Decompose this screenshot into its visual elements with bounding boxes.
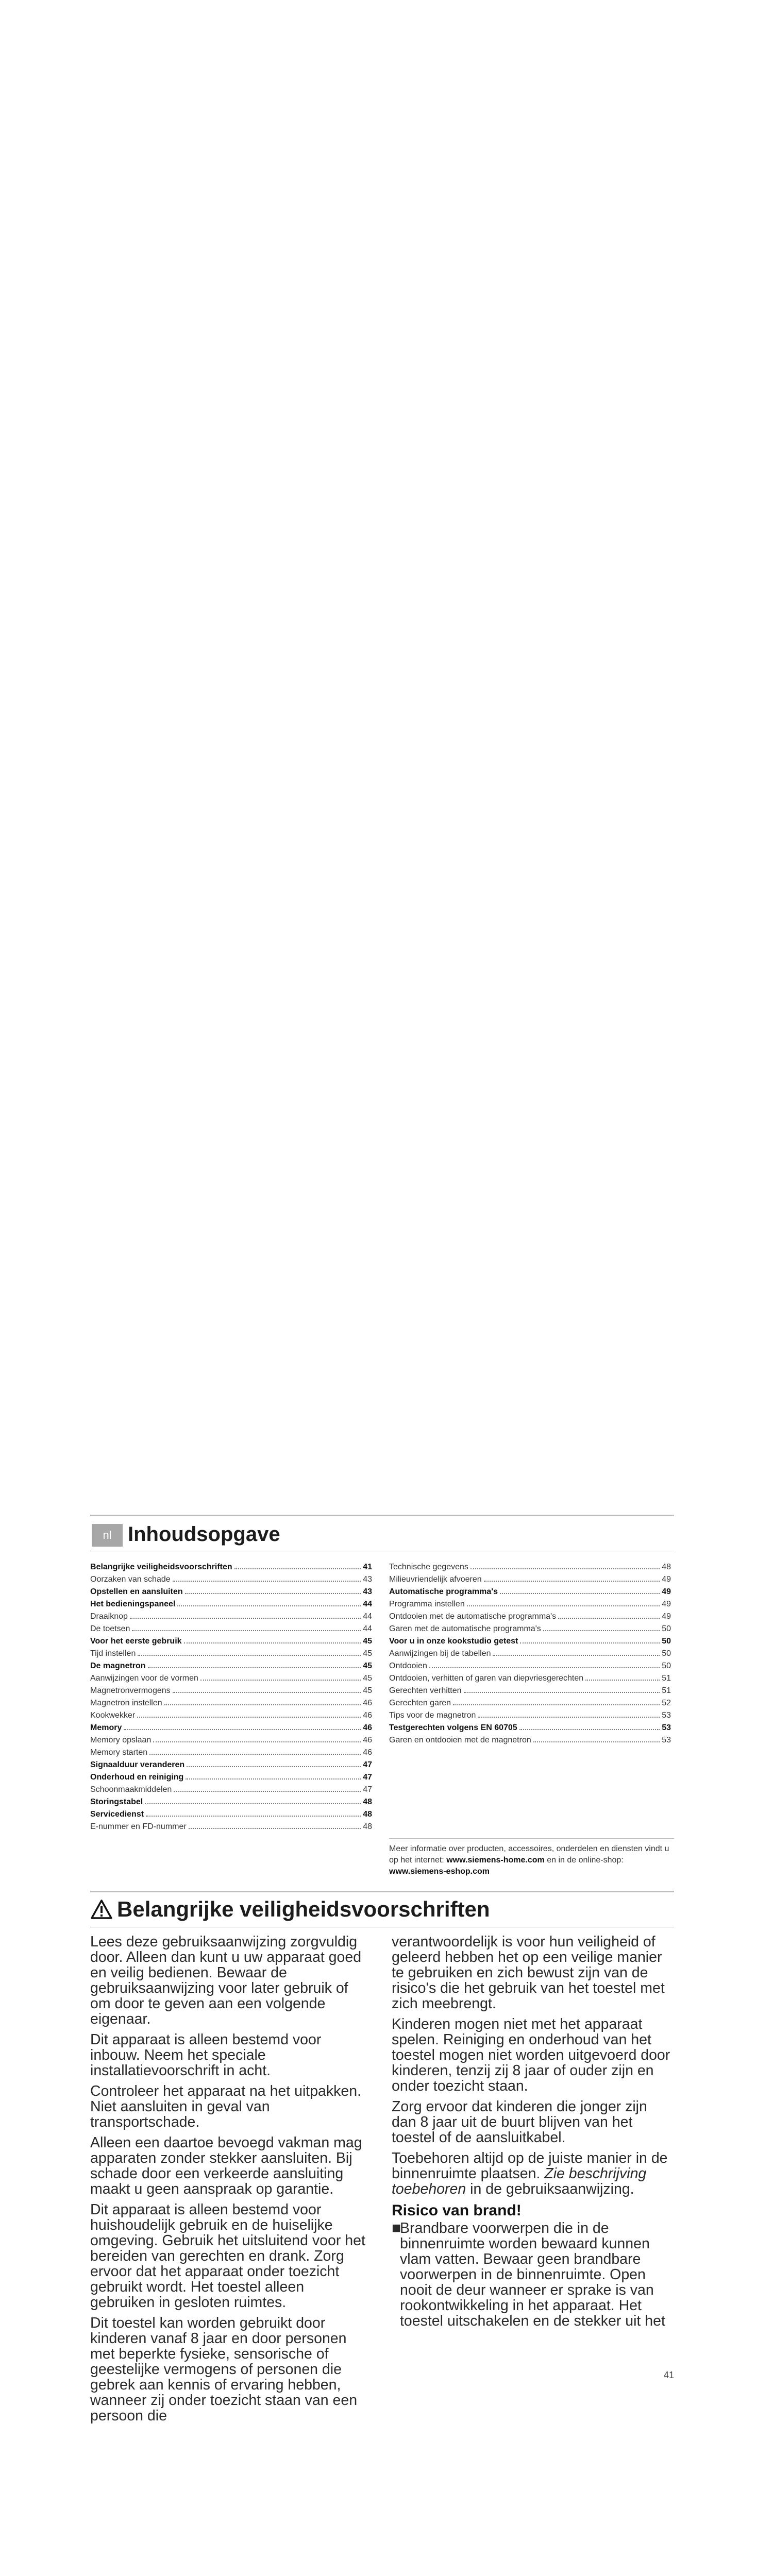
toc-entry-title: Tijd instellen <box>90 1649 136 1658</box>
toc-online-note <box>389 1843 674 1877</box>
toc-entry-title: Opstellen en aansluiten <box>90 1587 183 1596</box>
toc-entry[interactable] <box>90 1584 372 1597</box>
toc-entry-title: Testgerechten volgens EN 60705 <box>389 1723 517 1732</box>
toc-entry-page: 49 <box>662 1587 671 1596</box>
toc-entry-title: Aanwijzingen voor de vormen <box>90 1674 198 1683</box>
toc-entry[interactable] <box>90 1819 372 1832</box>
toc-entry-title: Signaalduur veranderen <box>90 1760 185 1769</box>
toc-entry-page: 51 <box>662 1686 671 1695</box>
toc-entry-title: Onderhoud en reiniging <box>90 1773 184 1782</box>
toc-entry-page: 45 <box>363 1649 372 1658</box>
toc-entry-title: Kookwekker <box>90 1711 136 1720</box>
toc-note-rule <box>389 1838 674 1839</box>
toc-leader-dots <box>493 1655 660 1656</box>
toc-leader-dots <box>185 1593 361 1594</box>
accessory-reference: Zie beschrijving toebehoren <box>392 2165 647 2197</box>
toc-leader-dots <box>429 1667 660 1668</box>
note-text-1: Meer informatie over producten, accessoires, onderdelen en diensten vindt u op het internet: <box>389 1844 669 1865</box>
toc-entry[interactable] <box>389 1683 671 1696</box>
toc-leader-dots <box>453 1704 660 1705</box>
toc-entry-page: 47 <box>363 1785 372 1794</box>
toc-entry[interactable] <box>90 1807 372 1819</box>
toc-leader-dots <box>164 1704 361 1705</box>
toc-entry-title: Aanwijzingen bij de tabellen <box>389 1649 491 1658</box>
safety-right-column <box>392 1934 674 2329</box>
toc-entry-title: Milieuvriendelijk afvoeren <box>389 1575 482 1584</box>
toc-top-rule <box>90 1515 674 1516</box>
toc-entry[interactable] <box>90 1720 372 1733</box>
toc-leader-dots <box>173 1581 361 1582</box>
toc-entry[interactable] <box>389 1634 671 1646</box>
toc-entry[interactable] <box>90 1634 372 1646</box>
toc-entry-title: Draaiknop <box>90 1612 128 1621</box>
toc-entry-page: 47 <box>363 1760 372 1769</box>
toc-entry-title: Gerechten garen <box>389 1699 451 1707</box>
toc-entry-title: Garen en ontdooien met de magnetron <box>389 1736 531 1744</box>
toc-entry-page: 50 <box>662 1662 671 1670</box>
toc-entry[interactable] <box>389 1658 671 1671</box>
toc-entry-title: Servicedienst <box>90 1810 144 1819</box>
toc-entry-title: Ontdooien met de automatische programma's <box>389 1612 557 1621</box>
toc-leader-dots <box>184 1642 361 1643</box>
toc-entry[interactable] <box>90 1733 372 1745</box>
toc-leader-dots <box>148 1667 361 1668</box>
toc-entry-title: Belangrijke veiligheidsvoorschriften <box>90 1563 232 1571</box>
toc-entry[interactable] <box>90 1782 372 1794</box>
toc-leader-dots <box>500 1593 660 1594</box>
toc-leader-dots <box>543 1630 660 1631</box>
toc-entry-page: 47 <box>363 1773 372 1782</box>
toc-entry-title: Het bedieningspaneel <box>90 1600 176 1608</box>
toc-entry-title: Technische gegevens <box>389 1563 468 1571</box>
safety-paragraph: Dit apparaat is alleen bestemd voor huishoudelijk gebruik en de huiselijke omgeving. Gebruik het uitsluitend voor het bereiden van gerechten en drank. Zorg ervoor dat het apparaat onder toezicht gebruikt wordt. Het toestel alleen gebruiken in gesloten ruimtes. <box>90 2201 365 2311</box>
toc-leader-dots <box>467 1605 660 1606</box>
toc-leader-dots <box>149 1754 361 1755</box>
toc-entry-page: 48 <box>363 1822 372 1831</box>
toc-entry[interactable] <box>90 1597 372 1609</box>
toc-entry-title: Magnetronvermogens <box>90 1686 171 1695</box>
toc-entry[interactable] <box>90 1708 372 1720</box>
toc-entry-title: Ontdooien, verhitten of garen van diepvriesgerechten <box>389 1674 584 1683</box>
toc-entry-page: 53 <box>662 1711 671 1720</box>
toc-entry-title: Gerechten verhitten <box>389 1686 462 1695</box>
toc-entry-page: 46 <box>363 1748 372 1757</box>
toc-entry-page: 43 <box>363 1587 372 1596</box>
toc-entry[interactable] <box>90 1646 372 1658</box>
toc-leader-dots <box>585 1680 660 1681</box>
toc-entry[interactable] <box>90 1671 372 1683</box>
toc-leader-dots <box>200 1680 361 1681</box>
safety-paragraph: verantwoordelijk is voor hun veiligheid of geleerd hebben het op een veilige manier te gebruiken en zich bewust zijn van de risico's die het gebruik van het toestel met zich meebrengt. <box>392 1934 665 2012</box>
toc-entry[interactable] <box>389 1572 671 1584</box>
toc-entry[interactable] <box>389 1609 671 1621</box>
toc-entry-title: Memory <box>90 1723 122 1732</box>
note-text-2: en in de online-shop: <box>544 1856 624 1865</box>
toc-entry-page: 50 <box>662 1637 671 1646</box>
toc-entry-page: 44 <box>363 1600 372 1608</box>
safety-paragraph: Dit apparaat is alleen bestemd voor inbouw. Neem het speciale installatievoorschrift in acht. <box>90 2031 322 2079</box>
toc-entry[interactable] <box>389 1621 671 1634</box>
toc-entry-title: Memory starten <box>90 1748 148 1757</box>
toc-leader-dots <box>186 1778 361 1780</box>
toc-left-column <box>90 1560 372 1832</box>
toc-leader-dots <box>146 1816 361 1817</box>
language-badge: nl <box>92 1524 123 1547</box>
toc-entry-page: 53 <box>662 1723 671 1732</box>
toc-entry-title: De magnetron <box>90 1662 146 1670</box>
toc-entry-page: 46 <box>363 1736 372 1744</box>
toc-entry-page: 49 <box>662 1600 671 1608</box>
toc-entry[interactable] <box>389 1720 671 1733</box>
toc-entry[interactable] <box>389 1696 671 1708</box>
toc-entry[interactable] <box>90 1745 372 1757</box>
home-website-link[interactable]: www.siemens-home.com <box>446 1856 545 1865</box>
toc-entry-title: Voor het eerste gebruik <box>90 1637 182 1646</box>
toc-leader-dots <box>173 1692 361 1693</box>
toc-entry-title: E-nummer en FD-nummer <box>90 1822 187 1831</box>
toc-entry-page: 44 <box>363 1612 372 1621</box>
toc-entry-page: 49 <box>662 1575 671 1584</box>
toc-entry[interactable] <box>90 1794 372 1807</box>
toc-leader-dots <box>519 1729 660 1730</box>
fire-risk-heading: Risico van brand! <box>392 2202 522 2219</box>
toc-entry-page: 48 <box>363 1810 372 1819</box>
toc-entry[interactable] <box>90 1560 372 1572</box>
toc-entry-page: 45 <box>363 1662 372 1670</box>
toc-entry[interactable] <box>389 1560 671 1572</box>
safety-paragraph: Dit toestel kan worden gebruikt door kinderen vanaf 8 jaar en door personen met beperkte fysieke, sensorische of geestelijke vermogens of personen die gebrek aan kennis of ervaring hebben, wanneer zij onder toezicht staan van een persoon die <box>90 2315 358 2424</box>
toc-entry-page: 48 <box>363 1798 372 1806</box>
accessory-paragraph: Toebehoren altijd op de juiste manier in de binnenruimte plaatsen. Zie beschrijving toebehoren in de gebruiksaanwijzing. <box>392 2150 668 2197</box>
toc-leader-dots <box>234 1568 361 1569</box>
toc-right-column <box>389 1560 671 1745</box>
safety-paragraph: Kinderen mogen niet met het apparaat spelen. Reiniging en onderhoud van het toestel mogen niet worden uitgevoerd door kinderen, tenzij zij 8 jaar of ouder zijn en onder toezicht staan. <box>392 2016 670 2094</box>
toc-leader-dots <box>484 1581 660 1582</box>
toc-entry[interactable] <box>90 1572 372 1584</box>
toc-entry[interactable] <box>389 1733 671 1745</box>
safety-paragraph: Lees deze gebruiksaanwijzing zorgvuldig door. Alleen dan kunt u uw apparaat goed en veilig bedienen. Bewaar de gebruiksaanwijzing voor later gebruik of om door te geven aan een volgende eigenaar. <box>90 1934 362 2027</box>
toc-leader-dots <box>533 1741 660 1742</box>
toc-entry-title: Storingstabel <box>90 1798 143 1806</box>
toc-leader-dots <box>558 1618 660 1619</box>
toc-entry-page: 50 <box>662 1649 671 1658</box>
toc-entry-page: 44 <box>363 1624 372 1633</box>
toc-entry[interactable] <box>90 1658 372 1671</box>
fire-risk-bullet <box>392 2221 674 2329</box>
toc-entry-title: Automatische programma's <box>389 1587 498 1596</box>
toc-entry[interactable] <box>389 1584 671 1597</box>
toc-entry-title: Garen met de automatische programma's <box>389 1624 541 1633</box>
fire-risk-text: Brandbare voorwerpen die in de binnenruimte worden bewaard kunnen vlam vatten. Bewaar geen brandbare voorwerpen in de binnenruimte. Open nooit de deur wanneer er sprake is van rookontwikkeling in het apparaat. Het toestel uitschakelen en de stekker uit het <box>400 2220 665 2329</box>
toc-entry-page: 41 <box>363 1563 372 1571</box>
toc-leader-dots <box>153 1741 361 1742</box>
page-number: 41 <box>664 2370 675 2380</box>
toc-entry-page: 51 <box>662 1674 671 1683</box>
toc-entry[interactable] <box>90 1696 372 1708</box>
toc-entry[interactable] <box>389 1708 671 1720</box>
toc-entry-page: 48 <box>662 1563 671 1571</box>
toc-leader-dots <box>138 1655 361 1656</box>
toc-entry-title: Schoonmaakmiddelen <box>90 1785 172 1794</box>
toc-leader-dots <box>174 1791 361 1792</box>
toc-leader-dots <box>132 1630 361 1631</box>
toc-leader-dots <box>520 1642 660 1643</box>
warning-triangle-icon <box>90 1899 113 1920</box>
toc-entry-title: Oorzaken van schade <box>90 1575 171 1584</box>
toc-entry[interactable] <box>389 1646 671 1658</box>
toc-entry-page: 53 <box>662 1736 671 1744</box>
toc-entry-page: 46 <box>363 1723 372 1732</box>
eshop-website-link[interactable]: www.siemens-eshop.com <box>389 1867 490 1876</box>
safety-top-rule <box>90 1891 674 1892</box>
toc-leader-dots <box>189 1828 361 1829</box>
toc-entry-page: 46 <box>363 1711 372 1720</box>
toc-entry[interactable] <box>90 1609 372 1621</box>
toc-entry-title: Magnetron instellen <box>90 1699 162 1707</box>
toc-entry-page: 45 <box>363 1637 372 1646</box>
safety-heading <box>90 1896 490 1923</box>
toc-entry[interactable] <box>90 1621 372 1634</box>
safety-title: Belangrijke veiligheidsvoorschriften <box>117 1897 490 1921</box>
safety-paragraph: Alleen een daartoe bevoegd vakman mag apparaten zonder stekker aansluiten. Bij schade door een verkeerde aansluiting maakt u geen aanspraak op garantie. <box>90 2134 362 2197</box>
toc-entry-title: Ontdooien <box>389 1662 427 1670</box>
toc-leader-dots <box>137 1717 361 1718</box>
toc-entry-page: 50 <box>662 1624 671 1633</box>
toc-leader-dots <box>145 1803 361 1804</box>
toc-entry-page: 43 <box>363 1575 372 1584</box>
toc-title: Inhoudsopgave <box>128 1523 280 1546</box>
toc-entry-title: Programma instellen <box>389 1600 465 1608</box>
safety-paragraph: Controleer het apparaat na het uitpakken. Niet aansluiten in geval van transportschade. <box>90 2083 362 2130</box>
toc-leader-dots <box>464 1692 660 1693</box>
toc-entry-title: Memory opslaan <box>90 1736 152 1744</box>
toc-entry[interactable] <box>389 1597 671 1609</box>
safety-paragraph: Zorg ervoor dat kinderen die jonger zijn dan 8 jaar uit de buurt blijven van het toestel of de aansluitkabel. <box>392 2098 647 2146</box>
toc-leader-dots <box>177 1605 361 1606</box>
toc-leader-dots <box>478 1717 660 1718</box>
bullet-icon: ■ <box>392 2219 401 2236</box>
toc-leader-dots <box>187 1766 361 1767</box>
toc-entry[interactable] <box>389 1671 671 1683</box>
toc-entry-title: Voor u in onze kookstudio getest <box>389 1637 518 1646</box>
toc-entry-page: 52 <box>662 1699 671 1707</box>
toc-entry-page: 45 <box>363 1674 372 1683</box>
toc-entry-title: De toetsen <box>90 1624 130 1633</box>
toc-entry-page: 46 <box>363 1699 372 1707</box>
toc-entry-page: 49 <box>662 1612 671 1621</box>
toc-leader-dots <box>130 1618 361 1619</box>
toc-entry[interactable] <box>90 1683 372 1696</box>
safety-left-column <box>90 1934 373 2429</box>
toc-entry-title: Tips voor de magnetron <box>389 1711 476 1720</box>
toc-entry[interactable] <box>90 1757 372 1770</box>
toc-leader-dots <box>124 1729 361 1730</box>
toc-leader-dots <box>470 1568 660 1569</box>
toc-entry-page: 45 <box>363 1686 372 1695</box>
toc-entry[interactable] <box>90 1770 372 1782</box>
